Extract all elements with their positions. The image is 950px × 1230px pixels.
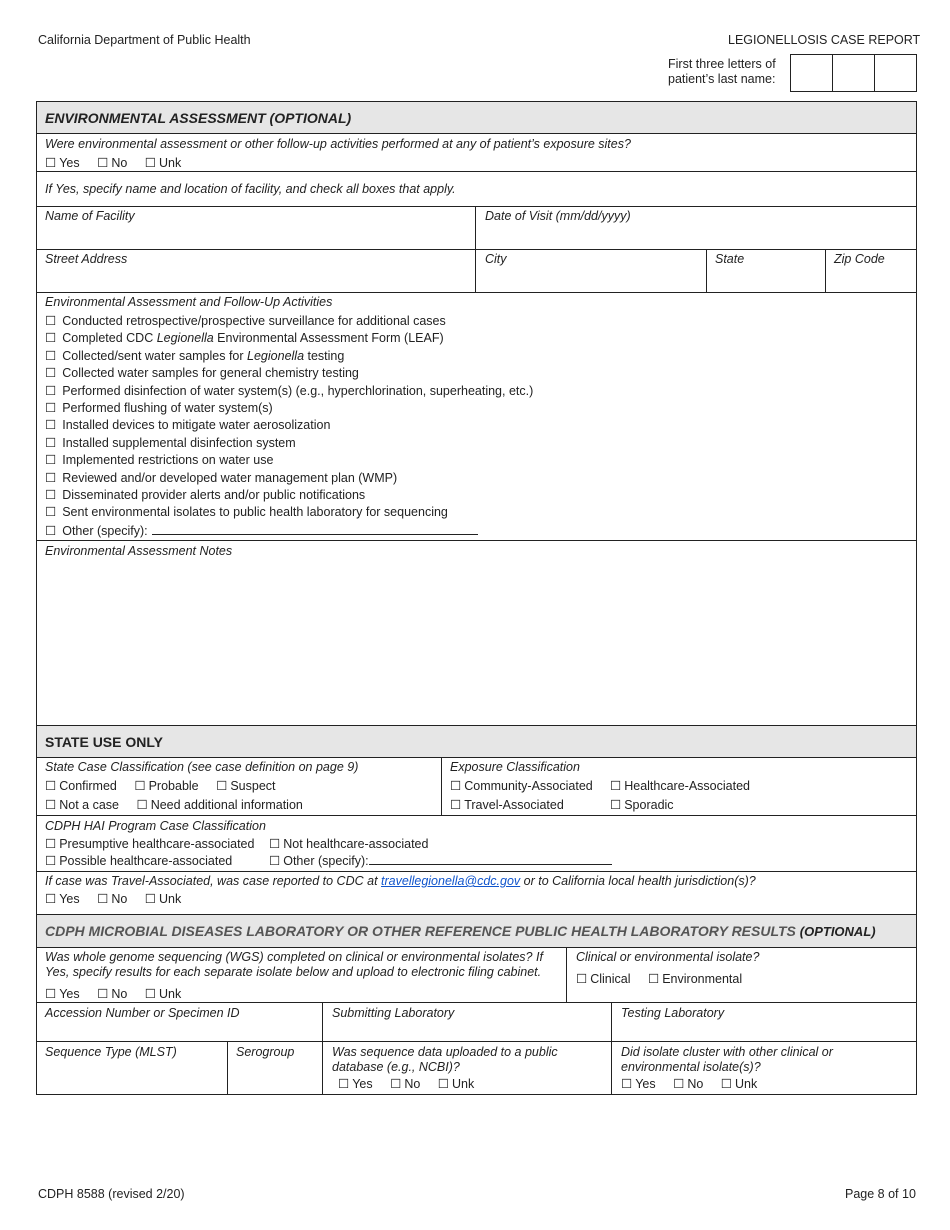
accession-field[interactable] bbox=[37, 1021, 322, 1041]
lab-title-text: CDPH MICROBIAL DISEASES LABORATORY OR OTHER REFERENCE PUBLIC HEALTH LABORATORY RESULTS bbox=[45, 923, 796, 939]
env-notes-label: Environmental Assessment Notes bbox=[45, 544, 233, 558]
wgs-question-line2: Yes, specify results for each separate isolate below and upload to electronic filing cabinet. bbox=[45, 965, 542, 979]
env-if-yes-instruction: If Yes, specify name and location of facility, and check all boxes that apply. bbox=[45, 182, 456, 196]
page-number: Page 8 of 10 bbox=[845, 1187, 916, 1201]
case-class-row1 bbox=[45, 778, 290, 793]
exposure-travel bbox=[450, 797, 578, 812]
exposure-sporadic-checkbox[interactable]: ☐ Sporadic bbox=[610, 797, 674, 812]
last-name-boxes bbox=[790, 54, 917, 92]
uploaded-question-line2: database (e.g., NCBI)? bbox=[332, 1060, 460, 1074]
travel-report-unk[interactable]: ☐ Unk bbox=[145, 891, 181, 906]
hai-presumptive-checkbox[interactable]: ☐ Presumptive healthcare-associated bbox=[45, 836, 254, 851]
uploaded-question-line1: Was sequence data uploaded to a public bbox=[332, 1045, 558, 1059]
last-name-letter-1[interactable] bbox=[791, 55, 833, 91]
last-name-label-line2: patient’s last name: bbox=[668, 72, 776, 86]
exposure-travel-checkbox[interactable]: ☐ Travel-Associated bbox=[450, 797, 564, 812]
env-performed-no[interactable]: ☐ No bbox=[97, 155, 127, 170]
exposure-healthcare-checkbox[interactable]: ☐ Healthcare-Associated bbox=[610, 778, 750, 793]
case-class-suspect[interactable]: ☐ Suspect bbox=[216, 778, 275, 793]
last-name-letter-2[interactable] bbox=[833, 55, 875, 91]
env-performed-unk[interactable]: ☐ Unk bbox=[145, 155, 181, 170]
report-title: LEGIONELLOSIS CASE REPORT bbox=[728, 33, 921, 47]
exposure-community-checkbox[interactable]: ☐ Community-Associated bbox=[450, 778, 593, 793]
wgs-yes[interactable]: ☐ Yes bbox=[45, 986, 80, 1001]
exposure-community bbox=[450, 778, 607, 793]
cluster-question-line2: environmental isolate(s)? bbox=[621, 1060, 761, 1074]
submitting-lab-label: Submitting Laboratory bbox=[332, 1006, 455, 1020]
env-performed-question: Were environmental assessment or other follow-up activities performed at any of patient’s exposure sites? bbox=[45, 137, 631, 151]
hai-other-checkbox[interactable]: ☐ Other (specify): bbox=[269, 853, 369, 868]
zip-field[interactable] bbox=[827, 267, 916, 291]
case-class-need-info[interactable]: ☐ Need additional information bbox=[136, 797, 302, 812]
exposure-class-label: Exposure Classification bbox=[450, 760, 580, 774]
uploaded-unk[interactable]: ☐ Unk bbox=[438, 1076, 474, 1091]
testing-lab-label: Testing Laboratory bbox=[621, 1006, 725, 1020]
visit-date-label: Date of Visit (mm/dd/yyyy) bbox=[485, 209, 631, 223]
street-address-label: Street Address bbox=[45, 252, 128, 266]
cluster-no[interactable]: ☐ No bbox=[673, 1076, 703, 1091]
visit-date-field[interactable] bbox=[477, 224, 916, 248]
hai-not-healthcare bbox=[269, 836, 442, 851]
activity-item[interactable]: ☐ Sent environmental isolates to public health laboratory for sequencing bbox=[45, 504, 533, 521]
wgs-question bbox=[45, 950, 543, 980]
submitting-lab-field[interactable] bbox=[324, 1021, 611, 1041]
exposure-healthcare bbox=[610, 778, 764, 793]
street-address-field[interactable] bbox=[37, 267, 475, 291]
case-class-not-a-case[interactable]: ☐ Not a case bbox=[45, 797, 119, 812]
uploaded-options bbox=[338, 1076, 488, 1091]
travel-report-yes[interactable]: ☐ Yes bbox=[45, 891, 80, 906]
env-section-title: ENVIRONMENTAL ASSESSMENT (OPTIONAL) bbox=[45, 110, 352, 126]
hai-possible-checkbox[interactable]: ☐ Possible healthcare-associated bbox=[45, 853, 232, 868]
travel-report-options bbox=[45, 891, 195, 906]
last-name-letter-3[interactable] bbox=[875, 55, 916, 91]
state-label: State bbox=[715, 252, 745, 266]
org-name: California Department of Public Health bbox=[38, 33, 251, 47]
mlst-field[interactable] bbox=[37, 1062, 227, 1094]
last-name-label bbox=[668, 57, 778, 87]
wgs-question-line1: Was whole genome sequencing (WGS) completed on clinical or environmental isolates? If bbox=[45, 950, 543, 964]
testing-lab-field[interactable] bbox=[613, 1021, 916, 1041]
travel-report-no[interactable]: ☐ No bbox=[97, 891, 127, 906]
case-class-confirmed[interactable]: ☐ Confirmed bbox=[45, 778, 117, 793]
serogroup-label: Serogroup bbox=[236, 1045, 295, 1059]
activity-item[interactable]: ☐ Installed supplemental disinfection system bbox=[45, 435, 533, 452]
activity-other[interactable]: ☐ Other (specify): bbox=[45, 524, 148, 538]
city-label: City bbox=[485, 252, 507, 266]
uploaded-question bbox=[332, 1045, 558, 1075]
facility-name-field[interactable] bbox=[37, 224, 475, 248]
travel-question-part2: or to California local health jurisdiction(s)? bbox=[523, 874, 756, 888]
isolate-clinical[interactable]: ☐ Clinical bbox=[576, 971, 631, 986]
cluster-question bbox=[621, 1045, 833, 1075]
cluster-yes[interactable]: ☐ Yes bbox=[621, 1076, 656, 1091]
form-id: CDPH 8588 (revised 2/20) bbox=[38, 1187, 185, 1201]
env-performed-yes[interactable]: ☐ Yes bbox=[45, 155, 80, 170]
cluster-unk[interactable]: ☐ Unk bbox=[721, 1076, 757, 1091]
hai-presumptive bbox=[45, 836, 268, 851]
isolate-type-options bbox=[576, 971, 756, 986]
state-section-header bbox=[37, 726, 916, 757]
env-performed-options bbox=[45, 155, 195, 170]
case-class-row2 bbox=[45, 797, 317, 812]
case-class-label: State Case Classification (see case definition on page 9) bbox=[45, 760, 359, 774]
uploaded-yes[interactable]: ☐ Yes bbox=[338, 1076, 373, 1091]
activity-item[interactable]: ☐ Performed flushing of water system(s) bbox=[45, 400, 533, 417]
activity-item[interactable]: ☐ Implemented restrictions on water use bbox=[45, 452, 533, 469]
state-section-title: STATE USE ONLY bbox=[45, 734, 163, 750]
mlst-label: Sequence Type (MLST) bbox=[45, 1045, 177, 1059]
serogroup-field[interactable] bbox=[229, 1062, 322, 1094]
env-notes-field[interactable] bbox=[37, 560, 916, 724]
activity-item[interactable]: ☐ Reviewed and/or developed water management plan (WMP) bbox=[45, 470, 533, 487]
activities-list bbox=[45, 313, 533, 540]
lab-title-optional: (OPTIONAL) bbox=[799, 924, 876, 939]
hai-not-healthcare-checkbox[interactable]: ☐ Not healthcare-associated bbox=[269, 836, 428, 851]
uploaded-no[interactable]: ☐ No bbox=[390, 1076, 420, 1091]
hai-other bbox=[269, 853, 612, 868]
activity-item[interactable]: ☐ Installed devices to mitigate water aerosolization bbox=[45, 417, 533, 434]
city-field[interactable] bbox=[477, 267, 706, 291]
facility-name-label: Name of Facility bbox=[45, 209, 135, 223]
activity-item[interactable]: ☐ Disseminated provider alerts and/or public notifications bbox=[45, 487, 533, 504]
wgs-unk[interactable]: ☐ Unk bbox=[145, 986, 181, 1001]
activity-item[interactable]: ☐ Collected/sent water samples for Legionella testing bbox=[45, 348, 533, 365]
case-class-probable[interactable]: ☐ Probable bbox=[134, 778, 198, 793]
isolate-environmental[interactable]: ☐ Environmental bbox=[648, 971, 742, 986]
travel-email-link[interactable]: travellegionella@cdc.gov bbox=[381, 874, 521, 888]
wgs-no[interactable]: ☐ No bbox=[97, 986, 127, 1001]
travel-report-question bbox=[45, 874, 756, 888]
lab-section-title bbox=[45, 923, 876, 939]
activity-item[interactable]: ☐ Performed disinfection of water system(s) (e.g., hyperchlorination, superheating, etc.) bbox=[45, 383, 533, 400]
hai-class-label: CDPH HAI Program Case Classification bbox=[45, 819, 266, 833]
accession-label: Accession Number or Specimen ID bbox=[45, 1006, 240, 1020]
isolate-type-question: Clinical or environmental isolate? bbox=[576, 950, 760, 964]
last-name-label-line1: First three letters of bbox=[668, 57, 776, 71]
hai-possible bbox=[45, 853, 246, 868]
zip-label: Zip Code bbox=[834, 252, 885, 266]
state-field[interactable] bbox=[708, 267, 825, 291]
activity-other-specify-field[interactable] bbox=[152, 523, 478, 535]
travel-question-part1: If case was Travel-Associated, was case reported to CDC at bbox=[45, 874, 378, 888]
wgs-options bbox=[45, 986, 195, 1001]
activity-item[interactable]: ☐ Completed CDC Legionella Environmental Assessment Form (LEAF) bbox=[45, 330, 533, 347]
activities-label: Environmental Assessment and Follow-Up Activities bbox=[45, 295, 333, 309]
cluster-question-line1: Did isolate cluster with other clinical or bbox=[621, 1045, 833, 1059]
activity-item[interactable]: ☐ Collected water samples for general chemistry testing bbox=[45, 365, 533, 382]
cluster-options bbox=[621, 1076, 771, 1091]
hai-other-specify-field[interactable] bbox=[369, 853, 612, 865]
activity-item[interactable]: ☐ Conducted retrospective/prospective surveillance for additional cases bbox=[45, 313, 533, 330]
exposure-sporadic bbox=[610, 797, 688, 812]
